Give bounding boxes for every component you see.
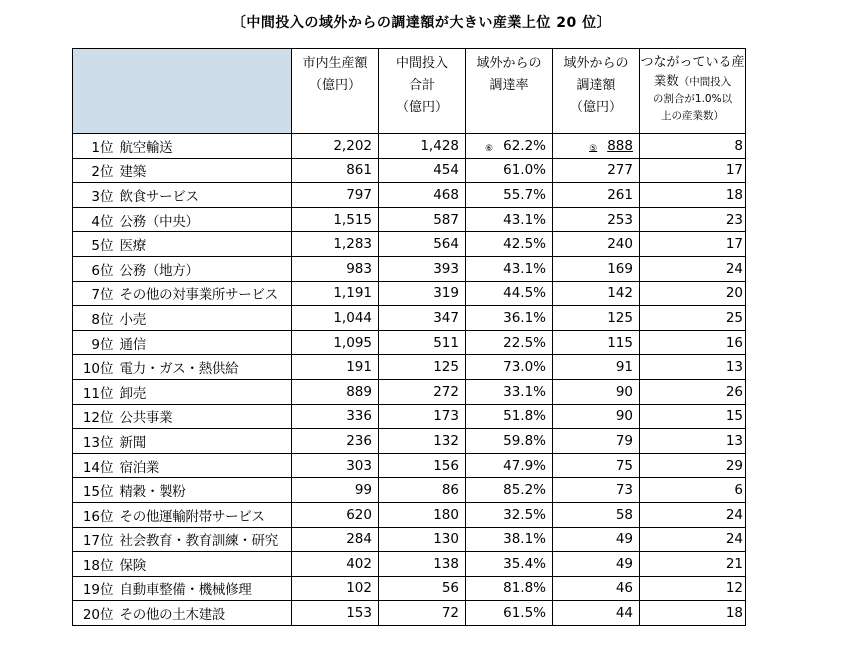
rank-cell: 8位: [73, 306, 118, 331]
production-cell: 620: [292, 502, 379, 527]
intermediate-cell: 564: [379, 232, 466, 257]
amount-cell: 90: [553, 404, 640, 429]
rank-cell: 1位: [73, 134, 118, 159]
production-cell: 153: [292, 601, 379, 626]
industry-cell: 自動車整備・機械修理: [118, 576, 292, 601]
table-row: [73, 552, 746, 577]
industry-cell: 精穀・製粉: [118, 478, 292, 503]
intermediate-cell: 1,428: [379, 134, 466, 159]
rank-cell: 17位: [73, 527, 118, 552]
intermediate-cell: 347: [379, 306, 466, 331]
rank-cell: 11位: [73, 379, 118, 404]
rank-cell: 16位: [73, 502, 118, 527]
table-row: [73, 158, 746, 183]
linked-count-cell: 16: [640, 330, 746, 355]
rank-cell: 19位: [73, 576, 118, 601]
production-cell: 102: [292, 576, 379, 601]
ratio-cell: ⑥ 62.2%: [466, 134, 553, 159]
industry-cell: 小売: [118, 306, 292, 331]
linked-count-cell: 25: [640, 306, 746, 331]
table-row: [73, 453, 746, 478]
ratio-note: ⑥: [485, 143, 494, 154]
intermediate-cell: 272: [379, 379, 466, 404]
ratio-cell: 43.1%: [466, 207, 553, 232]
amount-cell: 125: [553, 306, 640, 331]
intermediate-cell: 72: [379, 601, 466, 626]
amount-cell: 49: [553, 527, 640, 552]
linked-count-cell: 18: [640, 601, 746, 626]
rank-industry-header: [73, 49, 292, 134]
industry-cell: 航空輸送: [118, 134, 292, 159]
table-row: [73, 601, 746, 626]
intermediate-cell: 125: [379, 355, 466, 380]
intermediate-cell: 130: [379, 527, 466, 552]
rank-cell: 15位: [73, 478, 118, 503]
table-row: [73, 404, 746, 429]
amount-cell: ⑤ 888: [553, 134, 640, 159]
amount-header: 域外からの 調達額 （億円）: [553, 49, 640, 134]
ratio-cell: 59.8%: [466, 429, 553, 454]
rank-cell: 14位: [73, 453, 118, 478]
ratio-cell: 43.1%: [466, 256, 553, 281]
rank-cell: 2位: [73, 158, 118, 183]
ratio-cell: 33.1%: [466, 379, 553, 404]
table-row: [73, 576, 746, 601]
ratio-cell: 36.1%: [466, 306, 553, 331]
intermediate-cell: 132: [379, 429, 466, 454]
intermediate-cell: 587: [379, 207, 466, 232]
intermediate-cell: 393: [379, 256, 466, 281]
linked-count-cell: 23: [640, 207, 746, 232]
amount-cell: 253: [553, 207, 640, 232]
amount-cell: 46: [553, 576, 640, 601]
industry-cell: 公務（中央）: [118, 207, 292, 232]
ratio-cell: 44.5%: [466, 281, 553, 306]
linked-industries-header: つながっている産 業数（中間投入 の割合が1.0%以 上の産業数）: [640, 49, 746, 134]
production-cell: 1,515: [292, 207, 379, 232]
intermediate-cell: 319: [379, 281, 466, 306]
industry-cell: 社会教育・教育訓練・研究: [118, 527, 292, 552]
ratio-header: 域外からの 調達率: [466, 49, 553, 134]
production-cell: 1,191: [292, 281, 379, 306]
table-row: [73, 379, 746, 404]
industry-cell: その他の土木建設: [118, 601, 292, 626]
production-cell: 983: [292, 256, 379, 281]
rank-cell: 7位: [73, 281, 118, 306]
amount-cell: 261: [553, 183, 640, 208]
rank-cell: 9位: [73, 330, 118, 355]
industry-cell: 公共事業: [118, 404, 292, 429]
amount-cell: 79: [553, 429, 640, 454]
amount-cell: 44: [553, 601, 640, 626]
rank-cell: 5位: [73, 232, 118, 257]
industry-cell: 宿泊業: [118, 453, 292, 478]
table-row: [73, 281, 746, 306]
linked-count-cell: 18: [640, 183, 746, 208]
amount-cell: 169: [553, 256, 640, 281]
rank-cell: 6位: [73, 256, 118, 281]
production-cell: 1,095: [292, 330, 379, 355]
table-row: [73, 502, 746, 527]
table-row: [73, 232, 746, 257]
intermediate-cell: 156: [379, 453, 466, 478]
linked-count-cell: 20: [640, 281, 746, 306]
table-body: [73, 134, 746, 626]
ratio-cell: 47.9%: [466, 453, 553, 478]
rank-cell: 4位: [73, 207, 118, 232]
production-cell: 191: [292, 355, 379, 380]
production-cell: 99: [292, 478, 379, 503]
table-row: [73, 429, 746, 454]
production-cell: 797: [292, 183, 379, 208]
industry-cell: その他の対事業所サービス: [118, 281, 292, 306]
header-row: [73, 49, 746, 134]
ratio-cell: 22.5%: [466, 330, 553, 355]
linked-count-cell: 6: [640, 478, 746, 503]
rank-cell: 13位: [73, 429, 118, 454]
industry-cell: 卸売: [118, 379, 292, 404]
table-row: [73, 478, 746, 503]
table-row: [73, 355, 746, 380]
production-cell: 861: [292, 158, 379, 183]
ratio-cell: 61.5%: [466, 601, 553, 626]
amount-cell: 142: [553, 281, 640, 306]
intermediate-cell: 86: [379, 478, 466, 503]
production-cell: 889: [292, 379, 379, 404]
table-row: [73, 256, 746, 281]
rank-cell: 10位: [73, 355, 118, 380]
amount-note: ⑤: [589, 143, 598, 154]
industry-cell: 飲食サービス: [118, 183, 292, 208]
amount-cell: 91: [553, 355, 640, 380]
production-cell: 1,283: [292, 232, 379, 257]
production-cell: 2,202: [292, 134, 379, 159]
production-cell: 236: [292, 429, 379, 454]
rank-cell: 12位: [73, 404, 118, 429]
intermediate-cell: 511: [379, 330, 466, 355]
linked-count-cell: 17: [640, 158, 746, 183]
linked-count-cell: 29: [640, 453, 746, 478]
ratio-cell: 35.4%: [466, 552, 553, 577]
ratio-cell: 55.7%: [466, 183, 553, 208]
intermediate-cell: 180: [379, 502, 466, 527]
linked-count-cell: 24: [640, 527, 746, 552]
production-header: 市内生産額 （億円）: [292, 49, 379, 134]
industry-cell: 通信: [118, 330, 292, 355]
table-row: [73, 207, 746, 232]
intermediate-cell: 454: [379, 158, 466, 183]
ratio-cell: 32.5%: [466, 502, 553, 527]
amount-cell: 75: [553, 453, 640, 478]
rank-cell: 3位: [73, 183, 118, 208]
table-row: [73, 330, 746, 355]
linked-count-cell: 15: [640, 404, 746, 429]
linked-count-cell: 8: [640, 134, 746, 159]
amount-cell: 73: [553, 478, 640, 503]
industry-cell: 建築: [118, 158, 292, 183]
linked-count-cell: 21: [640, 552, 746, 577]
amount-cell: 240: [553, 232, 640, 257]
industry-cell: 医療: [118, 232, 292, 257]
table-row: [73, 134, 746, 159]
intermediate-cell: 468: [379, 183, 466, 208]
ratio-cell: 85.2%: [466, 478, 553, 503]
ratio-cell: 42.5%: [466, 232, 553, 257]
intermediate-header: 中間投入 合計 （億円）: [379, 49, 466, 134]
linked-count-cell: 26: [640, 379, 746, 404]
intermediate-cell: 173: [379, 404, 466, 429]
intermediate-cell: 138: [379, 552, 466, 577]
industry-cell: 新聞: [118, 429, 292, 454]
linked-count-cell: 13: [640, 429, 746, 454]
amount-cell: 58: [553, 502, 640, 527]
linked-count-cell: 24: [640, 502, 746, 527]
table-title: 〔中間投入の域外からの調達額が大きい産業上位 20 位〕: [231, 15, 612, 31]
amount-cell: 49: [553, 552, 640, 577]
amount-cell: 90: [553, 379, 640, 404]
table-row: [73, 306, 746, 331]
linked-count-cell: 12: [640, 576, 746, 601]
production-cell: 336: [292, 404, 379, 429]
production-cell: 1,044: [292, 306, 379, 331]
table-row: [73, 183, 746, 208]
table-row: [73, 527, 746, 552]
linked-count-cell: 24: [640, 256, 746, 281]
ratio-cell: 51.8%: [466, 404, 553, 429]
linked-count-cell: 13: [640, 355, 746, 380]
linked-count-cell: 17: [640, 232, 746, 257]
intermediate-cell: 56: [379, 576, 466, 601]
rank-cell: 18位: [73, 552, 118, 577]
ratio-cell: 61.0%: [466, 158, 553, 183]
ratio-cell: 73.0%: [466, 355, 553, 380]
ranking-table: [72, 48, 746, 626]
industry-cell: 公務（地方）: [118, 256, 292, 281]
amount-cell: 277: [553, 158, 640, 183]
amount-cell: 115: [553, 330, 640, 355]
industry-cell: その他運輸附帯サービス: [118, 502, 292, 527]
industry-cell: 電力・ガス・熱供給: [118, 355, 292, 380]
production-cell: 303: [292, 453, 379, 478]
rank-cell: 20位: [73, 601, 118, 626]
ratio-cell: 81.8%: [466, 576, 553, 601]
production-cell: 284: [292, 527, 379, 552]
production-cell: 402: [292, 552, 379, 577]
ratio-cell: 38.1%: [466, 527, 553, 552]
industry-cell: 保険: [118, 552, 292, 577]
